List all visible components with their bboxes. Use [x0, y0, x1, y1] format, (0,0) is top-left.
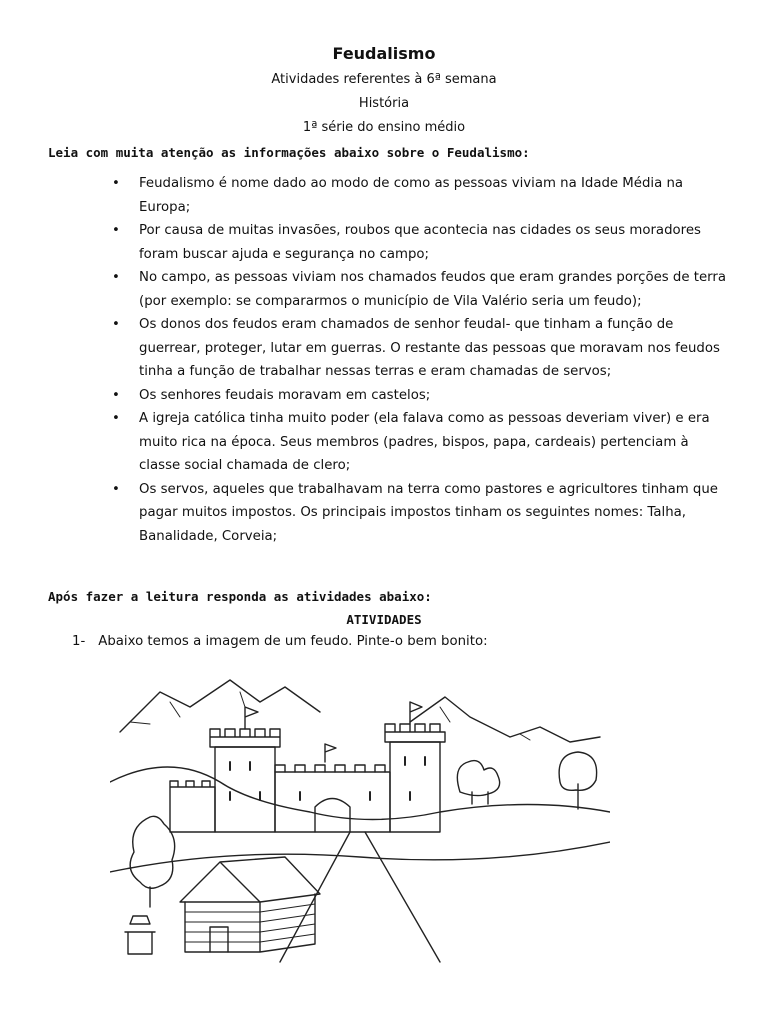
activity-number: 1-	[72, 634, 86, 649]
page-title: Feudalismo	[332, 44, 436, 63]
list-item: • Os senhores feudais moravam em castelos;	[108, 384, 728, 408]
cabin-wall	[185, 894, 315, 952]
flag	[325, 744, 336, 762]
list-item: • No campo, as pessoas viviam nos chamados feudos que eram grandes porções de terra (por exemplo: se compararmos o município de Vila Valério seria um feudo);	[108, 266, 728, 313]
well	[125, 916, 155, 954]
castle-tower	[215, 747, 275, 832]
list-item: • Os donos dos feudos eram chamados de senhor feudal- que tinham a função de guerrear, proteger, lutar em guerras. O restante das pessoas que moravam nos feudos tinha a função de trabalhar nessas terras e eram chamadas de servos;	[108, 313, 728, 384]
cabin-roof	[180, 857, 320, 902]
cabin-door	[210, 927, 228, 952]
list-item: • A igreja católica tinha muito poder (ela falava como as pessoas deveriam viver) e era muito rica na época. Seus membros (padres, bispos, papa, cardeais) pertenciam à classe social chamada de clero;	[108, 407, 728, 478]
road	[280, 832, 440, 962]
field-line	[110, 842, 610, 872]
flag	[245, 707, 258, 729]
activity-item	[72, 634, 488, 649]
after-reading-instruction: Após fazer a leitura responda as atividades abaixo:	[48, 589, 432, 604]
subtitle-week: Atividades referentes à 6ª semana	[271, 72, 497, 87]
info-list	[108, 172, 728, 548]
intro-instruction: Leia com muita atenção as informações abaixo sobre o Feudalismo:	[48, 145, 530, 160]
activities-heading: ATIVIDADES	[346, 612, 422, 627]
hill-line	[110, 767, 610, 820]
castle-coloring-illustration	[110, 662, 610, 977]
tree	[559, 752, 597, 809]
mountain-outline	[410, 697, 600, 742]
tree	[457, 761, 499, 804]
list-item: • Feudalismo é nome dado ao modo de como as pessoas viviam na Idade Média na Europa;	[108, 172, 728, 219]
castle-gate	[315, 799, 350, 833]
subtitle-subject: História	[358, 96, 410, 111]
list-item: • Os servos, aqueles que trabalhavam na terra como pastores e agricultores tinham que pagar muitos impostos. Os principais impostos tinham os seguintes nomes: Talha, Banalidade, Corveia;	[108, 478, 728, 549]
activity-text: Abaixo temos a imagem de um feudo. Pinte-o bem bonito:	[98, 634, 488, 649]
castle-wall	[275, 772, 390, 832]
list-item: • Por causa de muitas invasões, roubos que acontecia nas cidades os seus moradores foram buscar ajuda e segurança no campo;	[108, 219, 728, 266]
subtitle-grade: 1ª série do ensino médio	[302, 120, 466, 135]
